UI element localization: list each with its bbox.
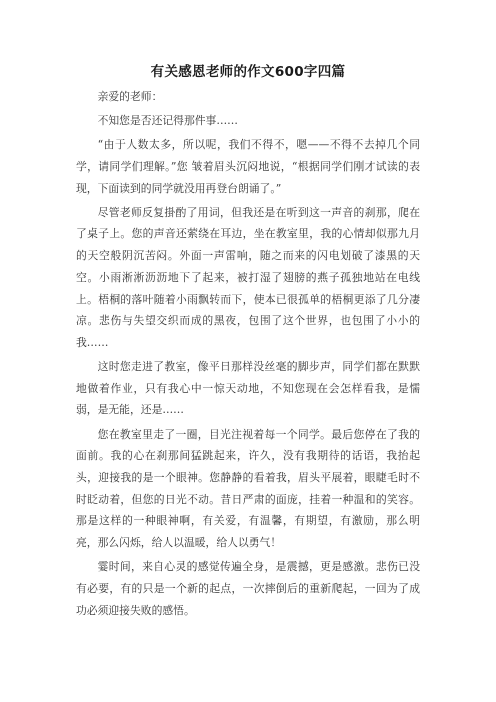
- paragraph: “由于人数太多，所以呢，我们不得不，嗯——不得不去掉几个同学，请同学们理解。”您 皱着眉头沉闷地说，“根据同学们刚才试读的表现，下面读到的同学就没用再登台朗诵了。”: [76, 138, 420, 195]
- paragraph: 不知您是否还记得那件事……: [97, 114, 238, 128]
- document-body: [76, 86, 420, 624]
- paragraph: 这时您走进了教室，像平日那样没丝毫的脚步声，同学们都在默默地做着作业，只有我心中一惊天动地，不知您现在会怎样看我，是懦弱，是无能，还是……: [76, 360, 420, 417]
- paragraph: 尽管老师反复掛酌了用词，但我还是在听到这一声音的刹那，爬在了桌子上。您的声音还萦绕在耳边，坐在教室里，我的心情却似那九月的天空般阴沉苦闷。外面一声雷响，随之而来的闪电划破了漆黑的天空。小雨淅淅沥沥地下了起来，被打湿了翅膀的燕子孤独地站在电线上。梧桐的落叶随着小雨飘转而下，使本已很孤单的梧桐更添了几分凄凉。悲伤与失望交织而成的黑夜，包围了这个世界，也包围了小小的我……: [76, 205, 420, 349]
- salutation: 亲爱的老师：: [97, 90, 163, 103]
- paragraph: 您在教室里走了一圈，目光注视着每一个同学。最后您停在了我的面前。我的心在刹那间猛跳起来，许久，没有我期待的话语，我抬起头，迎接我的是一个眼神。您静静的看着我，眉头平展着，眼睫毛时不时眨动着，但您的日光不动。昔日严肃的面庞，挂着一种温和的笑容。那是这样的一种眼神啊，有关爱，有温馨，有期望，有激励，那么明亮，那么闪烁，给人以温暖，给人以勇气！: [76, 427, 420, 550]
- document-title: 有关感恩老师的作文600字四篇: [150, 64, 346, 80]
- paragraph: 霎时间，来自心灵的感觉传遍全身，是震撼，更是感激。悲伤已没有必要，有的只是一个新的起点，一次摔倒后的重新爬起，一回为了成功必须迎接失败的感悟。: [76, 560, 420, 617]
